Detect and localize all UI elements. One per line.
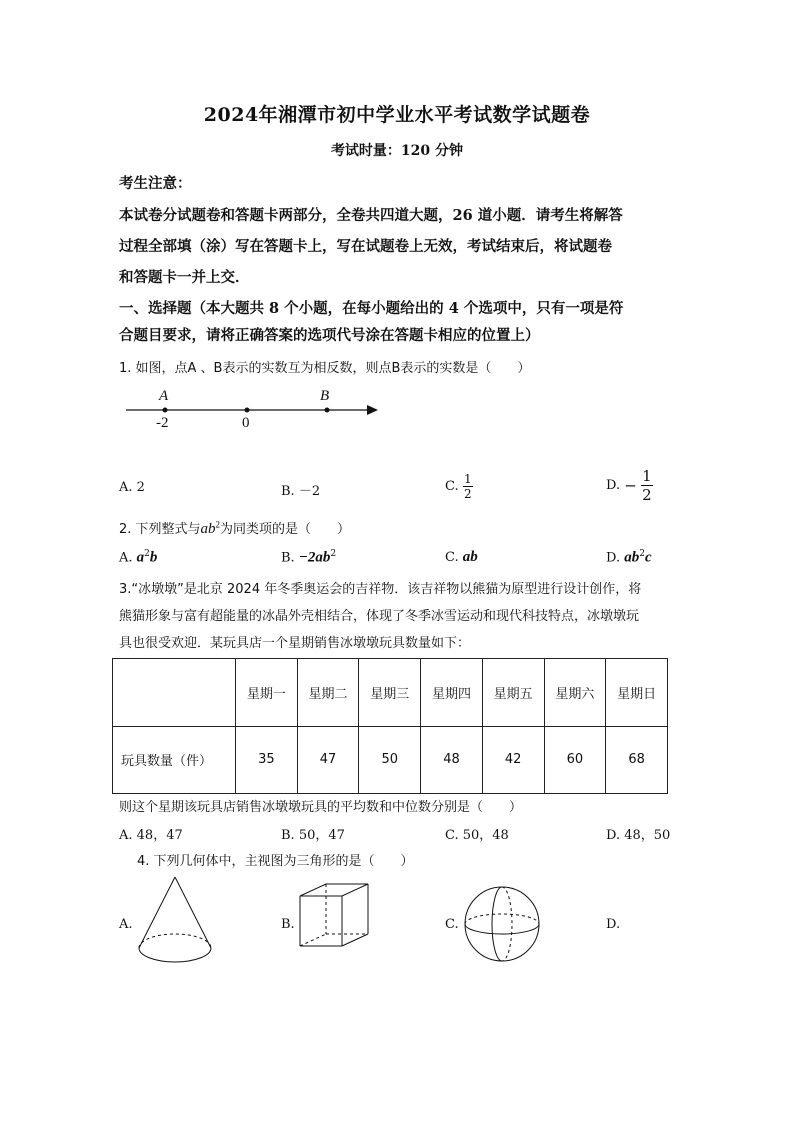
- table-header-cell: 星期一: [236, 659, 298, 727]
- point-a-label: A: [159, 388, 169, 404]
- table-cell: 42: [482, 726, 544, 794]
- q2-option-b[interactable]: [281, 549, 336, 566]
- q1-option-b-label: B.: [281, 484, 295, 499]
- table-cell: 48: [421, 726, 483, 794]
- point-b-dot: [325, 408, 330, 413]
- table-header-cell: 星期二: [297, 659, 359, 727]
- q3-text-line-2: 熊猫形象与富有超能量的冰晶外壳相结合，体现了冬季冰雪运动和现代科技特点，冰墩墩玩: [119, 609, 640, 624]
- table-row: [113, 726, 668, 794]
- notice-line-1: 本试卷分试题卷和答题卡两部分，全卷共四道大题，26 道小题．请考生将解答: [119, 207, 623, 224]
- fraction-numerator: 1: [642, 467, 652, 485]
- exam-duration: 考试时量：120 分钟: [330, 143, 464, 159]
- q3-option-a[interactable]: A. 48，47: [119, 828, 183, 843]
- q4-option-c-label[interactable]: C.: [445, 917, 459, 932]
- q1-option-b[interactable]: [281, 480, 320, 499]
- notice-heading: 考生注意：: [119, 175, 192, 192]
- q1-option-d-fraction: [641, 468, 653, 503]
- q2-option-a-base: a: [136, 549, 145, 566]
- table-cell: 47: [297, 726, 359, 794]
- q2-option-a[interactable]: [119, 549, 157, 566]
- sales-table: [112, 658, 668, 794]
- q1-option-c-label: C.: [445, 479, 459, 494]
- q3-option-b[interactable]: B. 50，47: [281, 828, 345, 843]
- table-header-cell: 星期六: [544, 659, 606, 727]
- table-header-cell: 星期五: [482, 659, 544, 727]
- q4-option-a-label[interactable]: A.: [119, 917, 133, 932]
- tick-label-zero: 0: [242, 415, 250, 431]
- q1-option-a[interactable]: [119, 480, 145, 495]
- q3-option-d[interactable]: D. 48，50: [606, 828, 671, 843]
- table-header-row: [113, 659, 668, 727]
- q2-option-d-base: ab: [624, 549, 640, 566]
- q2-text: [119, 518, 350, 538]
- table-cell: 50: [359, 726, 421, 794]
- q1-option-b-value: －2: [298, 484, 321, 499]
- q2-option-a-label: A.: [119, 550, 133, 566]
- q3-option-c[interactable]: C. 50，48: [445, 828, 509, 843]
- q2-expression-exponent: 2: [215, 519, 221, 530]
- point-b-label: B: [320, 388, 330, 404]
- q1-option-d[interactable]: [606, 468, 653, 503]
- table-header-cell: 星期三: [359, 659, 421, 727]
- q2-option-d-exponent: 2: [639, 549, 645, 559]
- section1-heading-line-1: 一、选择题（本大题共 8 个小题，在每小题给出的 4 个选项中，只有一项是符: [119, 300, 624, 317]
- origin-dot: [245, 408, 250, 413]
- tick-label-neg2: -2: [156, 415, 169, 431]
- q2-option-b-exponent: 2: [330, 549, 337, 559]
- fraction-denominator: 2: [463, 487, 472, 501]
- notice-line-3: 和答题卡一并上交．: [119, 269, 250, 286]
- triangular-prism-icon: [296, 880, 376, 952]
- cone-icon: [134, 874, 218, 974]
- notice-line-2: 过程全部填（涂）写在答题卡上，写在试题卷上无效，考试结束后，将试题卷: [119, 238, 612, 255]
- q1-option-a-label: A.: [119, 480, 133, 495]
- number-line-arrow: [367, 405, 378, 415]
- sphere-icon: [462, 884, 542, 964]
- q3-text-line-3: 具也很受欢迎．某玩具店一个星期销售冰墩墩玩具数量如下：: [119, 636, 471, 651]
- q2-option-b-label: B.: [281, 550, 295, 566]
- table-header-cell: [113, 659, 236, 727]
- table-cell: 68: [606, 726, 668, 794]
- q2-option-a-exponent: 2: [144, 549, 150, 559]
- table-header-cell: 星期四: [421, 659, 483, 727]
- page-title: 2024年湘潭市初中学业水平考试数学试题卷: [203, 104, 591, 126]
- q2-option-c-value: ab: [462, 549, 478, 565]
- q2-text-suffix: 为同类项的是（ ）: [220, 522, 351, 537]
- q1-text: 1. 如图，点A 、B表示的实数互为相反数，则点B表示的实数是（ ）: [119, 361, 531, 376]
- q1-option-c[interactable]: [445, 473, 473, 500]
- table-cell: 35: [236, 726, 298, 794]
- q1-option-c-fraction: [463, 473, 473, 500]
- q2-option-d-tail: c: [644, 549, 652, 566]
- q2-option-c-label: C.: [445, 550, 459, 565]
- q2-option-d-label: D.: [606, 550, 621, 566]
- point-a-dot: [163, 408, 168, 413]
- q2-option-b-base: −2ab: [298, 549, 331, 566]
- fraction-numerator: 1: [463, 472, 472, 486]
- q2-text-prefix: 2. 下列整式与: [119, 522, 201, 537]
- q2-option-c[interactable]: [445, 549, 478, 566]
- q2-option-d[interactable]: [606, 549, 652, 566]
- q3-question: 则这个星期该玩具店销售冰墩墩玩具的平均数和中位数分别是（ ）: [119, 800, 523, 815]
- q1-option-a-value: 2: [136, 480, 145, 495]
- q1-option-d-sign: −: [624, 476, 637, 495]
- q1-option-d-label: D.: [606, 478, 621, 493]
- q4-option-b-label[interactable]: B.: [281, 917, 295, 932]
- q4-option-d-label[interactable]: D.: [606, 917, 621, 932]
- table-header-cell: 星期日: [606, 659, 668, 727]
- table-cell: 60: [544, 726, 606, 794]
- q2-expression: ab: [200, 521, 216, 537]
- q2-option-a-tail: b: [149, 549, 158, 566]
- section1-heading-line-2: 合题目要求，请将正确答案的选项代号涂在答题卡相应的位置上）: [119, 327, 540, 344]
- fraction-denominator: 2: [642, 486, 652, 504]
- q4-text: 4. 下列几何体中，主视图为三角形的是（ ）: [137, 854, 414, 869]
- q3-text-line-1: 3.“冰墩墩”是北京 2024 年冬季奥运会的吉祥物．该吉祥物以熊猫为原型进行设计创作，将: [119, 582, 642, 597]
- table-row-label: 玩具数量（件）: [113, 726, 236, 794]
